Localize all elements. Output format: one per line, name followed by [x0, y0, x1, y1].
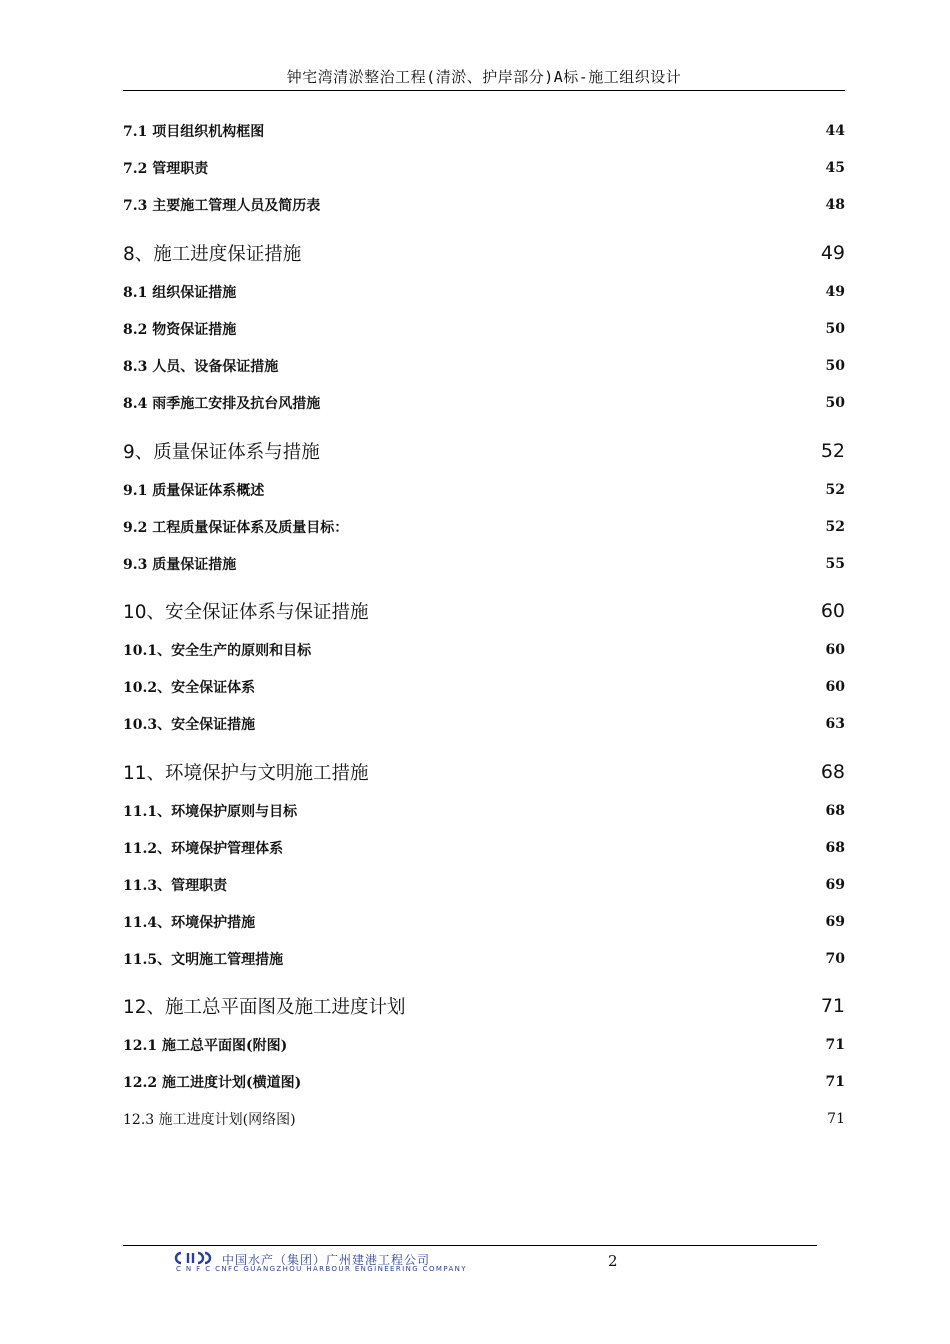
toc-entry-label: 8.2 物资保证措施 — [123, 322, 237, 338]
toc-entry-page: 49 — [825, 284, 845, 300]
toc-chapter-label: 9、质量保证体系与措施 — [123, 442, 320, 463]
toc-chapter-page: 52 — [820, 440, 845, 462]
toc-entry[interactable] — [123, 1109, 845, 1129]
toc-entry-page: 52 — [825, 519, 845, 535]
toc-chapter-page: 71 — [820, 995, 845, 1017]
toc-entry-label: 9.2 工程质量保证体系及质量目标： — [123, 520, 349, 536]
toc-entry-page: 52 — [825, 482, 845, 498]
page-header — [123, 66, 845, 91]
toc-entry[interactable] — [123, 356, 845, 376]
toc-chapter[interactable] — [123, 759, 845, 785]
toc-entry-page: 50 — [825, 395, 845, 411]
toc-entry[interactable] — [123, 640, 845, 660]
company-name-cn: 中国水产（集团）广州建港工程公司 — [222, 1253, 431, 1267]
toc-entry-label: 10.1、安全生产的原则和目标 — [123, 643, 312, 659]
toc-chapter-page: 60 — [820, 600, 845, 622]
toc-entry-label: 11.2、环境保护管理体系 — [123, 841, 284, 857]
toc-entry-page: 60 — [825, 642, 845, 658]
toc-entry[interactable] — [123, 912, 845, 932]
toc-entry[interactable] — [123, 517, 845, 537]
toc-entry-page: 68 — [825, 840, 845, 856]
toc-entry-page: 70 — [825, 951, 845, 967]
toc-entry-label: 10.2、安全保证体系 — [123, 680, 256, 696]
toc-entry-page: 68 — [825, 803, 845, 819]
toc-entry-label: 7.2 管理职责 — [123, 161, 209, 177]
toc-entry-label: 7.3 主要施工管理人员及简历表 — [123, 198, 321, 214]
toc-entry-page: 71 — [827, 1111, 845, 1127]
company-logo — [170, 1251, 500, 1275]
toc-entry-page: 71 — [825, 1037, 845, 1053]
toc-chapter-page: 49 — [820, 242, 845, 264]
toc-entry-page: 48 — [825, 197, 845, 213]
toc-entry-label: 12.3 施工进度计划(网络图) — [123, 1112, 296, 1128]
toc-entry-page: 71 — [825, 1074, 845, 1090]
toc-entry-label: 8.1 组织保证措施 — [123, 285, 237, 301]
toc-entry[interactable] — [123, 714, 845, 734]
toc-entry-label: 9.3 质量保证措施 — [123, 557, 237, 573]
toc-chapter[interactable] — [123, 438, 845, 464]
toc-entry[interactable] — [123, 875, 845, 895]
toc-entry[interactable] — [123, 158, 845, 178]
toc-entry-page: 69 — [825, 914, 845, 930]
toc-entry-page: 63 — [825, 716, 845, 732]
cnfc-logo-icon — [172, 1251, 216, 1265]
company-name-en: C N F C CNFC GUANGZHOU HARBOUR ENGINEERING COMPANY — [176, 1265, 467, 1273]
toc-entry[interactable] — [123, 554, 845, 574]
header-title: 钟宅湾清淤整治工程(清淤、护岸部分)A标-施工组织设计 — [286, 68, 682, 86]
toc-entry-label: 9.1 质量保证体系概述 — [123, 483, 265, 499]
toc-entry-label: 7.1 项目组织机构框图 — [123, 124, 265, 140]
toc-chapter[interactable] — [123, 598, 845, 624]
page-number: 2 — [608, 1252, 618, 1270]
toc-chapter-page: 68 — [820, 761, 845, 783]
toc-entry-label: 11.5、文明施工管理措施 — [123, 952, 284, 968]
toc-entry-page: 55 — [825, 556, 845, 572]
toc-entry-page: 50 — [825, 321, 845, 337]
toc-entry[interactable] — [123, 480, 845, 500]
toc-chapter-label: 10、安全保证体系与保证措施 — [123, 602, 369, 623]
toc-entry[interactable] — [123, 1072, 845, 1092]
toc-entry-page: 44 — [825, 123, 845, 139]
toc-entry-label: 8.4 雨季施工安排及抗台风措施 — [123, 396, 321, 412]
toc-chapter[interactable] — [123, 993, 845, 1019]
toc-entry[interactable] — [123, 393, 845, 413]
toc-entry[interactable] — [123, 801, 845, 821]
toc-entry-page: 45 — [825, 160, 845, 176]
toc-chapter[interactable] — [123, 240, 845, 266]
toc-entry-page: 50 — [825, 358, 845, 374]
toc-entry[interactable] — [123, 949, 845, 969]
toc-entry[interactable] — [123, 677, 845, 697]
toc-entry[interactable] — [123, 282, 845, 302]
toc-entry[interactable] — [123, 195, 845, 215]
toc-entry-label: 12.2 施工进度计划(横道图) — [123, 1075, 302, 1091]
toc-entry[interactable] — [123, 319, 845, 339]
toc-entry-label: 11.1、环境保护原则与目标 — [123, 804, 298, 820]
toc-chapter-label: 12、施工总平面图及施工进度计划 — [123, 997, 406, 1018]
toc-entry-label: 8.3 人员、设备保证措施 — [123, 359, 279, 375]
toc-entry[interactable] — [123, 1035, 845, 1055]
toc-entry[interactable] — [123, 121, 845, 141]
toc-entry-page: 69 — [825, 877, 845, 893]
toc-entry[interactable] — [123, 838, 845, 858]
toc-chapter-label: 11、环境保护与文明施工措施 — [123, 763, 369, 784]
toc-entry-page: 60 — [825, 679, 845, 695]
footer-divider — [123, 1245, 817, 1246]
toc-entry-label: 11.4、环境保护措施 — [123, 915, 256, 931]
toc-chapter-label: 8、施工进度保证措施 — [123, 244, 302, 265]
toc-entry-label: 12.1 施工总平面图(附图) — [123, 1038, 288, 1054]
toc-entry-label: 11.3、管理职责 — [123, 878, 228, 894]
toc-entry-label: 10.3、安全保证措施 — [123, 717, 256, 733]
